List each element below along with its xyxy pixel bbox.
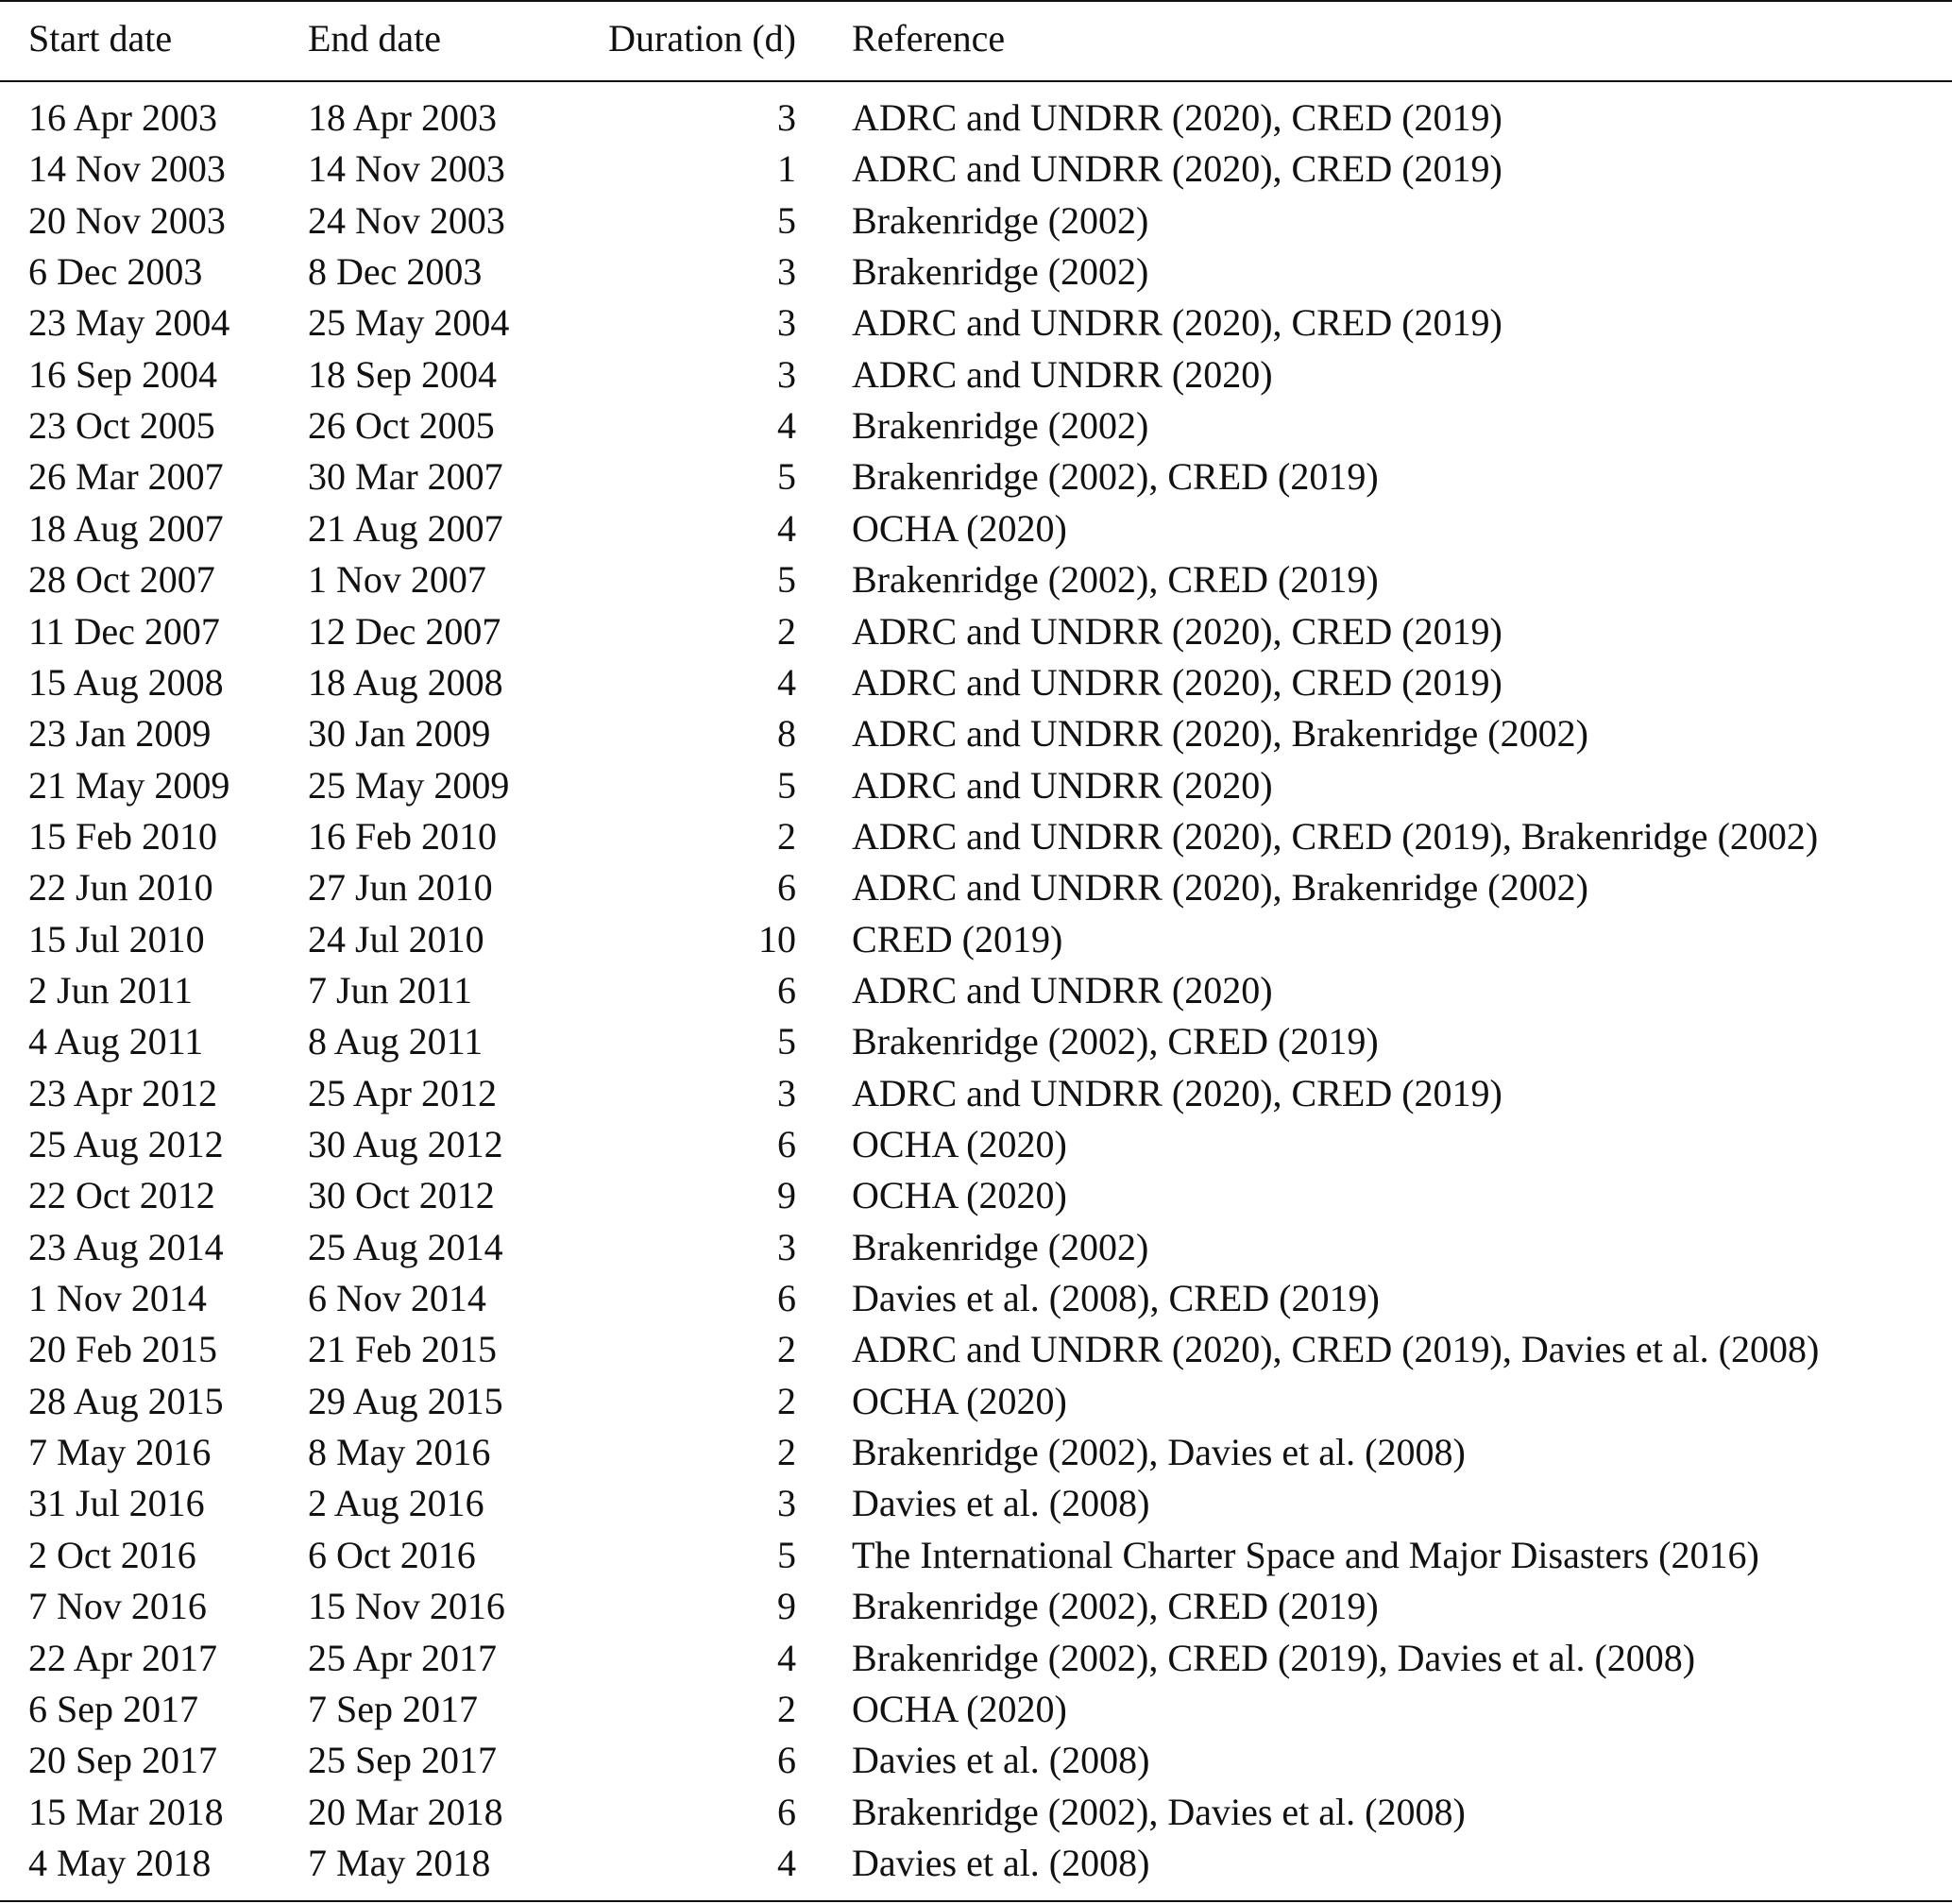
cell-start-date: 7 May 2016 [28,1431,212,1474]
cell-reference: ADRC and UNDRR (2020), CRED (2019), Davies et al. (2008) [852,1328,1820,1371]
cell-end-date: 8 Aug 2011 [308,1020,484,1063]
cell-duration: 2 [777,814,796,858]
cell-start-date: 26 Mar 2007 [28,455,224,499]
cell-start-date: 21 May 2009 [28,763,230,807]
cell-end-date: 25 May 2004 [308,301,510,345]
cell-end-date: 21 Feb 2015 [308,1328,497,1371]
cell-start-date: 20 Nov 2003 [28,198,226,242]
cell-end-date: 25 Apr 2012 [308,1071,497,1114]
cell-reference: ADRC and UNDRR (2020), CRED (2019), Brakenridge (2002) [852,814,1819,858]
cell-duration: 4 [777,1636,796,1679]
cell-duration: 2 [777,1687,796,1730]
cell-reference: Davies et al. (2008) [852,1482,1150,1525]
cell-end-date: 18 Sep 2004 [308,352,497,396]
table-row [0,1478,1952,1529]
cell-duration: 5 [777,455,796,499]
cell-reference: Brakenridge (2002), CRED (2019) [852,1020,1379,1063]
table-row [0,144,1952,195]
table-row [0,1324,1952,1375]
cell-start-date: 1 Nov 2014 [28,1277,207,1320]
cell-start-date: 23 Apr 2012 [28,1071,217,1114]
table-header-row [0,13,1952,64]
table-row [0,1735,1952,1786]
table-top-rule [0,0,1952,2]
cell-reference: Brakenridge (2002), Davies et al. (2008) [852,1790,1466,1833]
cell-start-date: 20 Sep 2017 [28,1739,217,1782]
table-row [0,606,1952,657]
cell-reference: ADRC and UNDRR (2020) [852,352,1273,396]
cell-end-date: 6 Nov 2014 [308,1277,486,1320]
cell-reference: OCHA (2020) [852,1123,1067,1165]
table-row [0,1376,1952,1427]
header-duration: Duration (d) [608,17,796,60]
cell-duration: 3 [777,250,796,294]
cell-reference: OCHA (2020) [852,1379,1067,1422]
cell-reference: The International Charter Space and Major Disasters (2016) [852,1533,1759,1576]
cell-duration: 5 [777,1533,796,1576]
cell-start-date: 4 May 2018 [28,1841,212,1884]
cell-end-date: 20 Mar 2018 [308,1790,503,1833]
cell-end-date: 15 Nov 2016 [308,1585,505,1628]
table-row [0,1222,1952,1273]
cell-duration: 2 [777,1328,796,1371]
cell-duration: 2 [777,609,796,653]
cell-reference: Brakenridge (2002) [852,1225,1149,1268]
cell-end-date: 18 Aug 2008 [308,660,503,704]
table-row [0,1119,1952,1170]
cell-start-date: 7 Nov 2016 [28,1585,207,1628]
header-start-date: Start date [28,17,173,60]
cell-duration: 4 [777,506,796,550]
cell-reference: Brakenridge (2002) [852,198,1149,242]
cell-duration: 3 [777,1225,796,1268]
cell-duration: 9 [777,1174,796,1217]
table-row [0,1787,1952,1838]
cell-duration: 3 [777,1482,796,1525]
cell-duration: 5 [777,763,796,807]
cell-duration: 6 [777,968,796,1012]
cell-start-date: 15 Jul 2010 [28,917,205,960]
table-row [0,503,1952,554]
cell-duration: 4 [777,1841,796,1884]
table-row [0,862,1952,913]
cell-end-date: 30 Mar 2007 [308,455,503,499]
cell-start-date: 22 Apr 2017 [28,1636,217,1679]
cell-reference: Davies et al. (2008), CRED (2019) [852,1277,1380,1320]
cell-duration: 3 [777,96,796,139]
cell-reference: Brakenridge (2002) [852,250,1149,294]
table-row [0,1581,1952,1632]
cell-end-date: 30 Jan 2009 [308,712,491,756]
table-row [0,1530,1952,1581]
cell-end-date: 7 May 2018 [308,1841,491,1884]
header-reference: Reference [852,17,1006,60]
cell-end-date: 27 Jun 2010 [308,866,493,910]
cell-start-date: 6 Sep 2017 [28,1687,198,1730]
cell-reference: ADRC and UNDRR (2020), CRED (2019) [852,609,1502,653]
cell-duration: 6 [777,1739,796,1782]
cell-end-date: 26 Oct 2005 [308,404,495,448]
cell-start-date: 16 Sep 2004 [28,352,217,396]
table-row [0,1427,1952,1478]
cell-start-date: 14 Nov 2003 [28,147,226,191]
cell-start-date: 2 Jun 2011 [28,968,194,1012]
cell-reference: CRED (2019) [852,917,1063,960]
cell-end-date: 25 Sep 2017 [308,1739,497,1782]
table-row [0,400,1952,451]
cell-reference: OCHA (2020) [852,506,1067,550]
cell-duration: 9 [777,1585,796,1628]
cell-reference: OCHA (2020) [852,1687,1067,1730]
cell-duration: 2 [777,1379,796,1422]
cell-reference: ADRC and UNDRR (2020) [852,968,1273,1012]
cell-reference: ADRC and UNDRR (2020), CRED (2019) [852,660,1502,704]
cell-reference: Brakenridge (2002), CRED (2019), Davies et al. (2008) [852,1636,1696,1679]
cell-end-date: 7 Sep 2017 [308,1687,478,1730]
table-row [0,811,1952,862]
cell-end-date: 24 Nov 2003 [308,198,505,242]
table-row [0,196,1952,246]
cell-end-date: 8 May 2016 [308,1431,491,1474]
table-row [0,298,1952,348]
cell-duration: 8 [777,712,796,756]
header-end-date: End date [308,17,442,60]
cell-start-date: 16 Apr 2003 [28,96,217,139]
cell-duration: 10 [758,917,796,960]
cell-start-date: 25 Aug 2012 [28,1123,224,1165]
cell-end-date: 16 Feb 2010 [308,814,497,858]
table-row [0,349,1952,400]
cell-start-date: 11 Dec 2007 [28,609,220,653]
cell-end-date: 7 Jun 2011 [308,968,473,1012]
cell-start-date: 23 May 2004 [28,301,230,345]
table-row [0,93,1952,144]
cell-duration: 3 [777,1071,796,1114]
cell-reference: ADRC and UNDRR (2020), CRED (2019) [852,1071,1502,1114]
cell-duration: 1 [777,147,796,191]
table-row [0,246,1952,298]
cell-duration: 5 [777,198,796,242]
table-row [0,1838,1952,1889]
cell-reference: Davies et al. (2008) [852,1739,1150,1782]
cell-reference: ADRC and UNDRR (2020), Brakenridge (2002) [852,712,1588,756]
table-row [0,1016,1952,1067]
cell-start-date: 2 Oct 2016 [28,1533,196,1576]
cell-start-date: 15 Feb 2010 [28,814,217,858]
cell-start-date: 31 Jul 2016 [28,1482,205,1525]
cell-duration: 4 [777,660,796,704]
cell-end-date: 25 May 2009 [308,763,510,807]
cell-reference: Brakenridge (2002), CRED (2019) [852,455,1379,499]
cell-end-date: 25 Aug 2014 [308,1225,503,1268]
table-row [0,708,1952,759]
cell-end-date: 14 Nov 2003 [308,147,505,191]
table-row [0,1273,1952,1324]
table-row [0,657,1952,708]
cell-reference: OCHA (2020) [852,1174,1067,1217]
cell-start-date: 22 Oct 2012 [28,1174,215,1217]
cell-reference: Brakenridge (2002), CRED (2019) [852,1585,1379,1628]
cell-duration: 4 [777,404,796,448]
table-bottom-rule [0,1900,1952,1902]
cell-start-date: 6 Dec 2003 [28,250,203,294]
table-row [0,451,1952,502]
cell-reference: Brakenridge (2002) [852,404,1149,448]
cell-duration: 5 [777,1020,796,1063]
cell-end-date: 30 Aug 2012 [308,1123,503,1165]
cell-reference: Brakenridge (2002), Davies et al. (2008) [852,1431,1466,1474]
table-row [0,1068,1952,1119]
cell-duration: 2 [777,1431,796,1474]
cell-reference: ADRC and UNDRR (2020), Brakenridge (2002) [852,866,1588,910]
cell-end-date: 12 Dec 2007 [308,609,501,653]
cell-start-date: 4 Aug 2011 [28,1020,204,1063]
cell-start-date: 23 Oct 2005 [28,404,215,448]
cell-duration: 6 [777,866,796,910]
cell-duration: 6 [777,1790,796,1833]
table-row [0,1684,1952,1735]
table-header-rule [0,80,1952,82]
cell-start-date: 20 Feb 2015 [28,1328,217,1371]
cell-end-date: 8 Dec 2003 [308,250,483,294]
cell-reference: Davies et al. (2008) [852,1841,1150,1884]
cell-start-date: 28 Aug 2015 [28,1379,224,1422]
cell-duration: 3 [777,301,796,345]
cell-end-date: 25 Apr 2017 [308,1636,497,1679]
cell-start-date: 15 Mar 2018 [28,1790,224,1833]
cell-start-date: 18 Aug 2007 [28,506,224,550]
cell-start-date: 15 Aug 2008 [28,660,224,704]
table-row [0,965,1952,1016]
cell-end-date: 1 Nov 2007 [308,558,486,602]
cell-reference: ADRC and UNDRR (2020), CRED (2019) [852,147,1502,191]
cell-end-date: 24 Jul 2010 [308,917,484,960]
cell-reference: Brakenridge (2002), CRED (2019) [852,558,1379,602]
cell-end-date: 30 Oct 2012 [308,1174,495,1217]
cell-duration: 6 [777,1123,796,1165]
table-row [0,554,1952,605]
cell-start-date: 22 Jun 2010 [28,866,213,910]
cell-end-date: 29 Aug 2015 [308,1379,503,1422]
cell-reference: ADRC and UNDRR (2020) [852,763,1273,807]
cell-end-date: 2 Aug 2016 [308,1482,484,1525]
table-row [0,1633,1952,1684]
cell-reference: ADRC and UNDRR (2020), CRED (2019) [852,301,1502,345]
cell-duration: 5 [777,558,796,602]
table-row [0,760,1952,811]
table-row [0,914,1952,965]
cell-duration: 3 [777,352,796,396]
cell-start-date: 23 Jan 2009 [28,712,212,756]
cell-end-date: 6 Oct 2016 [308,1533,476,1576]
table-row [0,1170,1952,1221]
cell-reference: ADRC and UNDRR (2020), CRED (2019) [852,96,1502,139]
cell-end-date: 18 Apr 2003 [308,96,497,139]
cell-end-date: 21 Aug 2007 [308,506,503,550]
cell-start-date: 23 Aug 2014 [28,1225,224,1268]
cell-duration: 6 [777,1277,796,1320]
cell-start-date: 28 Oct 2007 [28,558,215,602]
